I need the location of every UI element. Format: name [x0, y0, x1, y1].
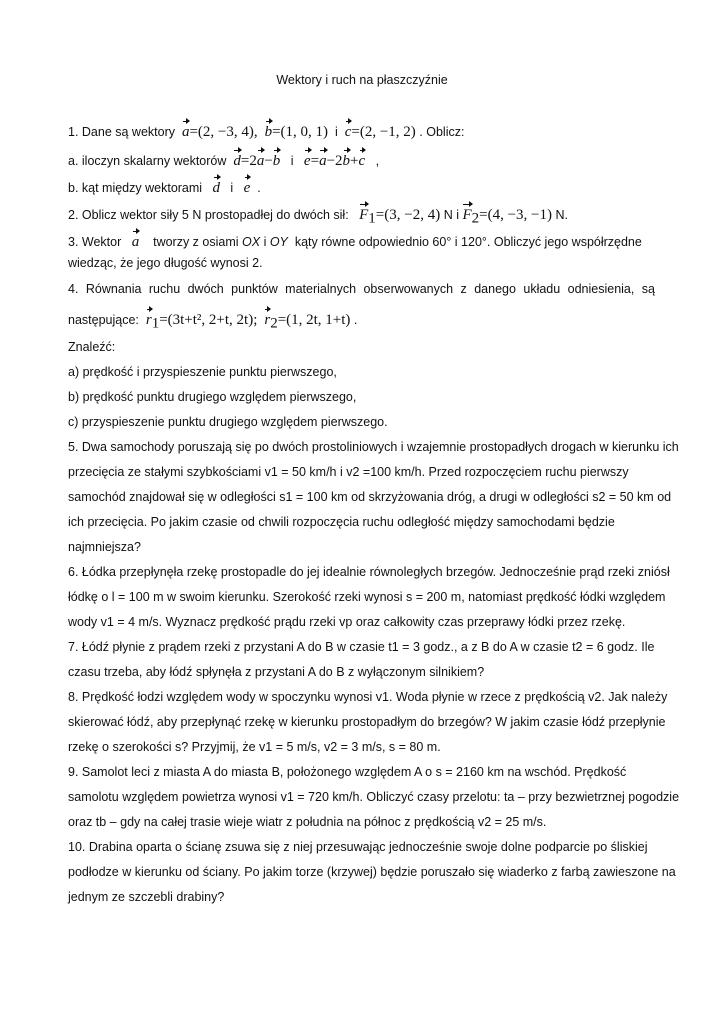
- problem-8-line-2: skierować łódź, aby przepłynąć rzekę w kierunku prostopadłym do brzegów? W jakim czasie łódź przepłynie: [68, 715, 666, 729]
- problem-4-line-1: 4. Równania ruchu dwóch punktów materialnych obserwowanych z danego układu odniesienia, są: [68, 282, 655, 296]
- problem-6-line-3: wody v1 = 4 m/s. Wyznacz prędkość prądu rzeki vp oraz całkowity czas przeprawy łódki przez rzekę.: [68, 615, 626, 629]
- problem-1-line: [68, 120, 464, 140]
- vector-b: b: [343, 149, 351, 169]
- problem-6-line-1: 6. Łódka przepłynęła rzekę prostopadle do jej idealnie równoległych brzegów. Jednocześnie prąd rzeki zniósł: [68, 565, 670, 579]
- vector-c-value: =(2, −1, 2): [351, 124, 416, 140]
- unit-n-end: N.: [555, 208, 568, 222]
- find-item-a: a) prędkość i przyspieszenie punktu pierwszego,: [68, 365, 337, 379]
- problem-4-text: następujące:: [68, 313, 139, 327]
- vector-f2: F: [462, 203, 471, 223]
- problem-5-line-3: samochód znajdował się w odległości s1 = 100 km od skrzyżowania dróg, a drugi w odległości s2 = 50 km od: [68, 490, 672, 504]
- problem-9-line-1: 9. Samolot leci z miasta A do miasta B, położonego względem A o s = 2160 km na wschód. Prędkość: [68, 765, 627, 779]
- vector-d: d: [233, 149, 241, 169]
- problem-6-line-2: łódkę o l = 100 m w swoim kierunku. Szerokość rzeki wynosi s = 200 m, natomiast prędkość łódki względem: [68, 590, 666, 604]
- f1-subscript: 1: [368, 210, 376, 227]
- comma: ,: [375, 154, 380, 168]
- problem-5-line-5: najmniejsza?: [68, 540, 141, 554]
- problem-5-line-2: przecięcia ze stałymi szybkościami v1 = 50 km/h i v2 =100 km/h. Przed rozpoczęciem ruchu pierwszy: [68, 465, 629, 479]
- problem-1a-line: [68, 149, 379, 169]
- vector-a: a: [319, 149, 327, 169]
- f1-value: =(3, −2, 4): [375, 207, 441, 223]
- problem-3-text-b: tworzy z osiami: [153, 235, 239, 249]
- problem-2-line: [68, 203, 568, 227]
- page-title: Wektory i ruch na płaszczyźnie: [276, 73, 448, 87]
- problem-1b-text: b. kąt między wektorami: [68, 181, 203, 195]
- problem-1-end: . Oblicz:: [419, 125, 465, 139]
- problem-9-line-2: samolotu względem powietrza wynosi v1 = 720 km/h. Obliczyć czasy przelotu: ta – przy bezwietrznej pogodzie: [68, 790, 680, 804]
- vector-r1: r: [146, 308, 152, 328]
- conj-i: i: [263, 235, 267, 249]
- dot: .: [353, 313, 358, 327]
- problem-9-line-3: oraz tb – gdy na całej trasie wieje wiatr z południa na północ z prędkością v2 = 25 m/s.: [68, 815, 547, 829]
- vector-b-value: =(1, 0, 1): [272, 124, 329, 140]
- problem-1-intro: 1. Dane są wektory: [68, 125, 175, 139]
- d-expr: =2: [240, 153, 257, 169]
- vector-r2: r: [264, 308, 270, 328]
- dot: .: [257, 181, 261, 195]
- e-expr-2: −2: [326, 153, 343, 169]
- problem-3-text-a: 3. Wektor: [68, 235, 122, 249]
- vector-f1: F: [359, 203, 368, 223]
- r1-value: =(3t+t², 2+t, 2t);: [159, 312, 258, 328]
- vector-a-value: =(2, −3, 4),: [189, 124, 258, 140]
- problem-7-line-1: 7. Łódź płynie z prądem rzeki z przystani A do B w czasie t1 = 3 godz., a z B do A w czasie t2 = 6 godz. Ile: [68, 640, 655, 654]
- problem-7-line-2: czasu trzeba, aby łódź spłynęła z przystani A do B z wyłączonym silnikiem?: [68, 665, 485, 679]
- axis-ox: OX: [242, 235, 261, 249]
- problem-10-line-2: podłodze w kierunku od ściany. Po jakim torze (krzywej) będzie poruszało się wiaderko z farbą zawieszone na: [68, 865, 676, 879]
- problem-3-line-2: wiedząc, że jego długość wynosi 2.: [68, 256, 263, 270]
- problem-10-line-1: 10. Drabina oparta o ścianę zsuwa się z niej przesuwając jednocześnie swoje dolne podparcie po śliskiej: [68, 840, 648, 854]
- problem-3-text-c: kąty równe odpowiednio 60° i 120°. Obliczyć jego współrzędne: [294, 235, 642, 249]
- conj-i: i: [334, 125, 338, 139]
- problem-8-line-1: 8. Prędkość łodzi względem wody w spoczynku wynosi v1. Woda płynie w rzece z prędkością v2. Jak należy: [68, 690, 668, 704]
- find-heading: Znaleźć:: [68, 340, 116, 354]
- vector-c: c: [345, 120, 352, 140]
- problem-10-line-3: jednym ze szczebli drabiny?: [68, 890, 225, 904]
- f2-value: =(4, −3, −1): [479, 207, 552, 223]
- problem-2-text: 2. Oblicz wektor siły 5 N prostopadłej do dwóch sił:: [68, 208, 349, 222]
- r2-subscript: 2: [270, 315, 278, 332]
- problem-1a-text: a. iloczyn skalarny wektorów: [68, 154, 227, 168]
- vector-a: a: [257, 149, 265, 169]
- find-item-c: c) przyspieszenie punktu drugiego względem pierwszego.: [68, 415, 388, 429]
- problem-5-line-4: ich przecięcia. Po jakim czasie od chwili rozpoczęcia ruchu odległość między samochodami będzie: [68, 515, 615, 529]
- problem-5-line-1: 5. Dwa samochody poruszają się po dwóch prostoliniowych i wzajemnie prostopadłych drogach w kierunku ich: [68, 440, 679, 454]
- vector-a: a: [132, 230, 140, 250]
- e-expr-1: =: [310, 153, 320, 169]
- vector-b: b: [273, 149, 281, 169]
- vector-e: e: [244, 176, 251, 196]
- vector-e: e: [304, 149, 311, 169]
- vector-b: b: [265, 120, 273, 140]
- problem-1b-line: [68, 176, 261, 196]
- problem-3-line-1: [68, 230, 642, 250]
- r1-subscript: 1: [151, 315, 160, 332]
- find-item-b: b) prędkość punktu drugiego względem pierwszego,: [68, 390, 357, 404]
- vector-c: c: [359, 149, 366, 169]
- vector-d: d: [213, 176, 221, 196]
- problem-8-line-3: rzekę o szerokości s? Przyjmij, że v1 = 5 m/s, v2 = 3 m/s, s = 80 m.: [68, 740, 441, 754]
- conj-i: i: [290, 154, 294, 168]
- conj-i: i: [230, 181, 234, 195]
- plus-sign: +: [350, 153, 359, 169]
- problem-4-line-2: [68, 308, 357, 332]
- r2-value: =(1, 2t, 1+t): [277, 312, 351, 328]
- f2-subscript: 2: [471, 210, 480, 227]
- unit-n-and: N i: [443, 208, 459, 222]
- minus-sign: −: [264, 153, 273, 169]
- vector-a: a: [182, 120, 190, 140]
- axis-oy: OY: [269, 235, 288, 249]
